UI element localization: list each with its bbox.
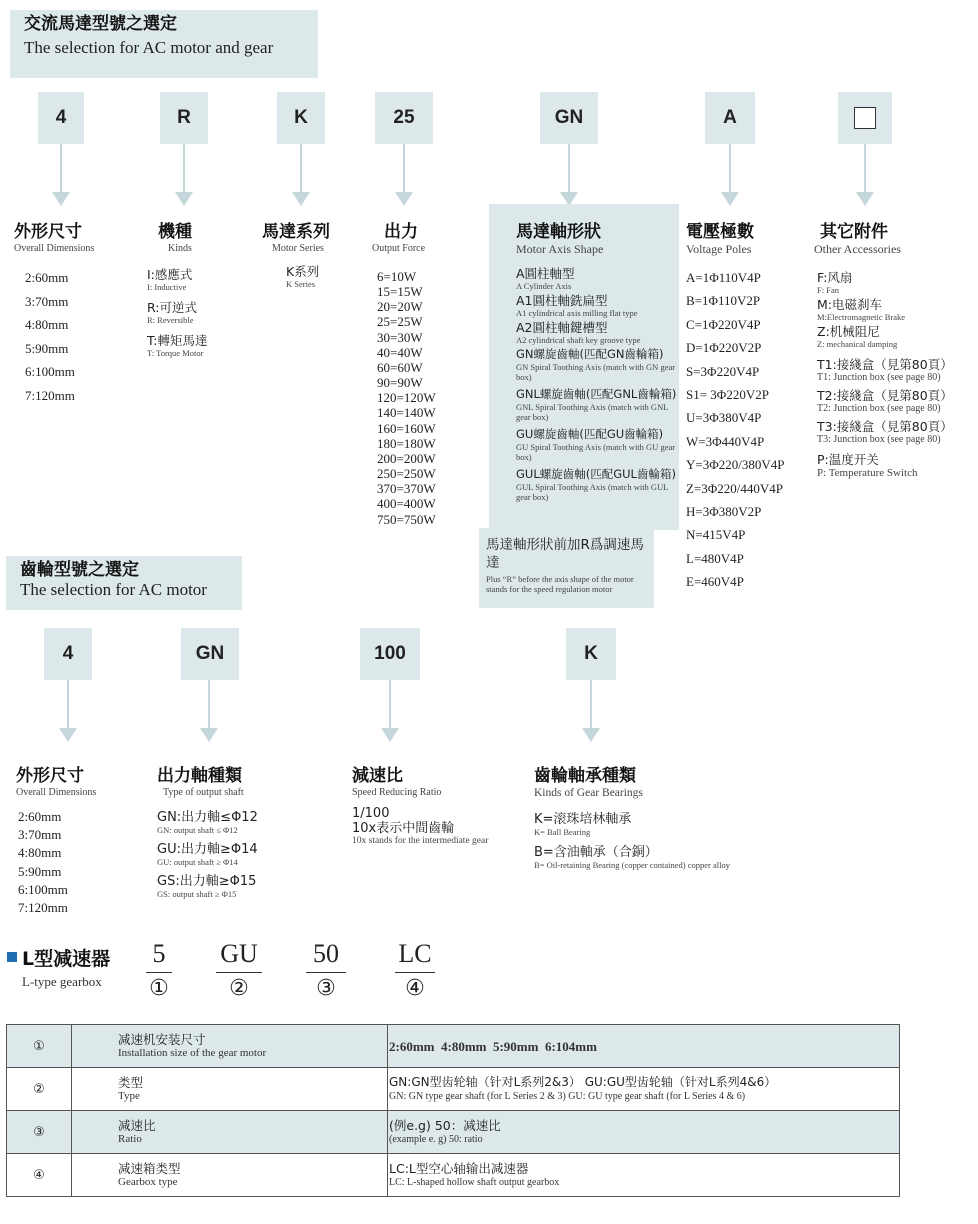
list-item-zh: GU:出力軸≥Φ14 — [157, 842, 258, 857]
row-number: ② — [7, 1068, 72, 1111]
row-value-line: LC:L型空心轴输出减速器 — [389, 1161, 529, 1176]
row-value — [388, 1025, 900, 1068]
list-item: 6:100mm — [18, 881, 68, 897]
code-label: K — [584, 643, 598, 664]
table-row — [7, 1025, 900, 1068]
section-title-zh: 交流馬達型號之選定 — [24, 14, 177, 34]
col-dimensions-header — [14, 222, 94, 256]
l-num-1: ① — [149, 976, 169, 1001]
voltage-list — [686, 266, 784, 594]
l-num-2: ② — [229, 976, 249, 1001]
list-item-en: K= Ball Bearing — [534, 827, 591, 837]
list-item-en: GU Spiral Toothing Axis (match with GU gear box) — [516, 442, 676, 462]
list-item-zh: M:电磁刹车 — [817, 297, 882, 312]
divider — [216, 972, 262, 973]
list-item: 140=140W — [377, 405, 436, 421]
row-number: ④ — [7, 1154, 72, 1197]
l-type-subtitle: L-type gearbox — [22, 974, 102, 989]
axis-list — [516, 266, 678, 502]
row-value-line: GN: GN type gear shaft (for L Series 2 & 3) GU: GU type gear shaft (for L Series 4 & 6) — [389, 1091, 746, 1102]
list-item: 15=15W — [377, 284, 423, 300]
row-value-line: 2:60mm 4:80mm 5:90mm 6:104mm — [389, 1038, 597, 1054]
gear-bearing-header — [534, 766, 643, 800]
code-box-output — [375, 92, 433, 144]
arrow-down-icon — [864, 144, 866, 194]
accessory-list — [817, 270, 975, 480]
row-label-zh: 减速箱类型 — [118, 1161, 181, 1176]
list-item-en: F: Fan — [817, 285, 839, 295]
table-row — [7, 1068, 900, 1111]
list-item: 250=250W — [377, 466, 436, 482]
list-item-zh: F:风扇 — [817, 270, 853, 285]
arrow-down-icon — [568, 144, 570, 194]
list-item-zh: GS:出力軸≥Φ15 — [157, 874, 257, 889]
col-dimensions-title: 外形尺寸 — [14, 222, 82, 242]
row-value-line: GN:GN型齿轮轴（针对L系列2&3） GU:GU型齿轮轴（针对L系列4&6） — [389, 1075, 777, 1089]
divider — [306, 972, 346, 973]
code-box-gear-dimension — [44, 628, 92, 680]
l-num-3: ③ — [316, 976, 336, 1001]
dimensions-list — [25, 266, 75, 407]
code-box-voltage — [705, 92, 755, 144]
gear-ratio-info — [352, 806, 488, 846]
col-kinds-title: 機種 — [158, 222, 192, 242]
section-title-en: The selection for AC motor and gear — [24, 38, 274, 57]
col-accessory-header — [814, 222, 901, 256]
table-row — [7, 1154, 900, 1197]
code-box-series — [277, 92, 325, 144]
list-item: 30=30W — [377, 329, 423, 345]
col-accessory-title: 其它附件 — [820, 222, 888, 242]
list-item-zh: K=滚珠培林軸承 — [534, 812, 632, 827]
axis-note — [486, 536, 651, 594]
l-type-bullet-icon — [7, 952, 17, 962]
arrow-down-icon — [183, 144, 185, 194]
list-item: 7:120mm — [25, 387, 75, 403]
list-item-en: GUL Spiral Toothing Axis (match with GUL gear box) — [516, 482, 669, 502]
divider — [146, 972, 172, 973]
row-label — [72, 1111, 388, 1154]
row-number: ③ — [7, 1111, 72, 1154]
section-title-zh: 齒輪型號之選定 — [20, 560, 139, 580]
gear-bearing-title: 齒輪軸承種類 — [534, 766, 636, 786]
list-item: N=415V4P — [686, 527, 746, 543]
list-item: 4:80mm — [18, 845, 62, 861]
list-item-zh: A2圓柱軸鍵槽型 — [516, 320, 608, 335]
row-label-en: Installation size of the gear motor — [118, 1047, 267, 1059]
l-code-size: 5 — [152, 939, 166, 968]
note-en: Plus “R” before the axis shape of the motor stands for the speed regulation motor — [486, 574, 634, 594]
code-label: K — [294, 107, 308, 128]
arrow-down-icon — [729, 144, 731, 194]
list-item-en: A2 cylindrical shaft key groove type — [516, 335, 641, 345]
list-item: U=3Φ380V4P — [686, 410, 762, 426]
l-code-type: GU — [220, 939, 258, 968]
l-code-box: LC — [398, 939, 432, 968]
list-item-zh: Z:机械阻尼 — [817, 324, 880, 339]
list-item-zh: GN螺旋齒軸(匹配GN齒輪箱) — [516, 347, 664, 361]
list-item-zh: K系列 — [286, 264, 320, 279]
gear-bearing-list — [534, 812, 730, 870]
list-item: S1= 3Φ220V2P — [686, 387, 769, 403]
code-label: R — [177, 107, 191, 128]
code-box-dimension — [38, 92, 84, 144]
list-item-zh: B=含油軸承（合銅） — [534, 845, 658, 860]
list-item: 160=160W — [377, 420, 436, 436]
list-item: 5:90mm — [18, 863, 62, 879]
list-item: 180=180W — [377, 435, 436, 451]
list-item: 3:70mm — [25, 293, 69, 309]
gear-dimensions-header — [16, 766, 96, 800]
row-label-en: Ratio — [118, 1133, 142, 1145]
list-item-en: T: Torque Motor — [147, 348, 204, 358]
list-item: E=460V4P — [686, 574, 744, 590]
row-value — [388, 1068, 900, 1111]
code-box-gear-ratio — [360, 628, 420, 680]
list-item: 25=25W — [377, 314, 423, 330]
col-voltage-subtitle: Voltage Poles — [686, 242, 752, 256]
list-item: 750=750W — [377, 511, 436, 527]
gear-ratio-subtitle: Speed Reducing Ratio — [352, 787, 442, 798]
list-item-zh: P:温度开关 — [817, 452, 879, 467]
list-item-zh: GN:出力軸≤Φ12 — [157, 810, 258, 825]
ratio-line: 10x表示中間齒輪 — [352, 821, 455, 836]
arrow-down-icon — [300, 144, 302, 194]
series-item — [286, 264, 319, 289]
list-item: 200=200W — [377, 450, 436, 466]
list-item-zh: A1圓柱軸銑扁型 — [516, 293, 608, 308]
output-list — [377, 269, 436, 527]
list-item-en: R: Reversible — [147, 315, 194, 325]
list-item-en: T2: Junction box (see page 80) — [817, 403, 941, 414]
list-item-zh: R:可逆式 — [147, 300, 198, 315]
code-box-accessory — [838, 92, 892, 144]
gear-ratio-header — [352, 766, 441, 800]
arrow-down-icon — [590, 680, 592, 730]
code-label: 100 — [374, 643, 406, 664]
row-label-zh: 减速比 — [118, 1118, 156, 1133]
list-item: S=3Φ220V4P — [686, 363, 760, 379]
row-value-line: (example e. g) 50: ratio — [389, 1134, 483, 1145]
row-label-zh: 减速机安装尺寸 — [118, 1032, 206, 1047]
list-item-en: B= Oil-retaining Bearing (copper contained) copper alloy — [534, 860, 730, 870]
list-item: 2:60mm — [25, 270, 69, 285]
list-item-en: T1: Junction box (see page 80) — [817, 372, 941, 383]
ratio-line: 1/100 — [352, 806, 390, 821]
list-item-zh: A圓柱軸型 — [516, 266, 575, 281]
list-item-zh: I:感應式 — [147, 267, 193, 282]
list-item-en: P: Temperature Switch — [817, 467, 918, 479]
l-num-4: ④ — [405, 976, 425, 1001]
list-item-en: K Series — [286, 279, 316, 289]
gear-ratio-title: 減速比 — [352, 766, 403, 786]
gear-shaft-list — [157, 810, 258, 899]
list-item: H=3Φ380V2P — [686, 504, 762, 520]
list-item-zh: T1:接綫盒（見第80頁） — [817, 357, 953, 372]
list-item-en: GS: output shaft ≥ Φ15 — [157, 889, 237, 899]
col-kinds-header — [158, 222, 192, 256]
gear-dimensions-subtitle: Overall Dimensions — [16, 787, 97, 798]
list-item-zh: T:轉矩馬達 — [147, 333, 208, 348]
list-item: W=3Φ440V4P — [686, 433, 765, 449]
list-item: 4:80mm — [25, 317, 69, 332]
list-item: B=1Φ110V2P — [686, 293, 761, 309]
list-item: C=1Φ220V4P — [686, 316, 761, 332]
l-code-ratio: 50 — [313, 939, 339, 968]
code-box-gear-shaft — [181, 628, 239, 680]
list-item: 40=40W — [377, 344, 423, 360]
list-item-en: Z: mechanical damping — [817, 339, 898, 349]
code-box-axis — [540, 92, 598, 144]
list-item: 370=370W — [377, 481, 436, 497]
list-item-en: M:Electromagnetic Brake — [817, 312, 906, 322]
list-item-zh: T2:接綫盒（見第80頁） — [817, 388, 953, 403]
list-item: 2:60mm — [18, 809, 62, 824]
list-item-zh: T3:接綫盒（見第80頁） — [817, 419, 953, 434]
ratio-line: 10x stands for the intermediate gear — [352, 836, 489, 846]
list-item-en: A1 cylindrical axis milling flat type — [516, 308, 638, 318]
col-series-title: 馬達系列 — [262, 222, 330, 242]
list-item: Z=3Φ220/440V4P — [686, 480, 784, 496]
code-label: 4 — [62, 643, 74, 664]
list-item: L=480V4P — [686, 550, 744, 566]
col-axis-title: 馬達軸形狀 — [516, 222, 601, 242]
arrow-down-icon — [67, 680, 69, 730]
code-label: GN — [554, 107, 584, 128]
list-item: 20=20W — [377, 299, 423, 315]
row-label — [72, 1068, 388, 1111]
list-item-en: GU: output shaft ≥ Φ14 — [157, 857, 238, 867]
gear-shaft-subtitle: Type of output shaft — [163, 787, 244, 798]
gear-dimensions-title: 外形尺寸 — [16, 766, 84, 786]
table-row — [7, 1111, 900, 1154]
list-item-en: GN: output shaft ≤ Φ12 — [157, 825, 238, 835]
row-value-line: LC: L-shaped hollow shaft output gearbox — [389, 1177, 560, 1188]
list-item-zh: GU螺旋齒軸(匹配GU齒輪箱) — [516, 427, 664, 441]
col-series-header — [262, 222, 330, 256]
list-item: Y=3Φ220/380V4P — [686, 457, 785, 473]
section-header-gear — [6, 556, 242, 610]
note-zh: 馬達軸形狀前加R爲調速馬達 — [486, 537, 644, 571]
code-box-gear-bearing — [566, 628, 616, 680]
row-number: ① — [7, 1025, 72, 1068]
list-item-en: T3: Junction box (see page 80) — [817, 434, 941, 445]
list-item: 6=10W — [377, 269, 417, 284]
row-value-line: (例e.g) 50：减速比 — [389, 1118, 501, 1133]
arrow-down-icon — [403, 144, 405, 194]
code-label: 4 — [55, 107, 67, 128]
gear-shaft-header — [157, 766, 244, 800]
row-label — [72, 1025, 388, 1068]
gear-dimensions-list — [18, 808, 68, 917]
divider — [395, 972, 435, 973]
list-item-zh: GNL螺旋齒軸(匹配GNL齒輪箱) — [516, 387, 677, 401]
list-item-en: GNL Spiral Toothing Axis (match with GNL gear box) — [516, 402, 669, 422]
list-item-en: I: Inductive — [147, 282, 187, 292]
list-item: 6:100mm — [25, 364, 75, 379]
gear-shaft-title: 出力軸種類 — [157, 766, 242, 786]
code-label: 25 — [393, 107, 415, 128]
row-label — [72, 1154, 388, 1197]
arrow-down-icon — [60, 144, 62, 194]
gear-bearing-subtitle: Kinds of Gear Bearings — [534, 787, 643, 799]
row-label-zh: 类型 — [118, 1075, 144, 1090]
col-voltage-header — [686, 222, 754, 256]
list-item: 400=400W — [377, 496, 436, 512]
code-label: GN — [195, 643, 225, 664]
col-kinds-subtitle: Kinds — [168, 243, 192, 254]
list-item-zh: GUL螺旋齒軸(匹配GUL齒輪箱) — [516, 467, 676, 481]
row-label-en: Gearbox type — [118, 1176, 178, 1188]
list-item: 90=90W — [377, 375, 423, 391]
col-accessory-subtitle: Other Accessories — [814, 242, 901, 256]
col-output-header — [372, 222, 425, 256]
list-item: D=1Φ220V2P — [686, 340, 762, 356]
row-label-en: Type — [118, 1090, 140, 1102]
section-title-en: The selection for AC motor — [20, 580, 207, 599]
list-item: 7:120mm — [18, 900, 68, 916]
col-output-subtitle: Output Force — [372, 243, 426, 254]
empty-square-icon — [854, 107, 876, 129]
list-item: 5:90mm — [25, 340, 69, 356]
col-series-subtitle: Motor Series — [272, 243, 324, 254]
row-value — [388, 1154, 900, 1197]
list-item: 3:70mm — [18, 827, 62, 843]
list-item: 60=60W — [377, 359, 423, 375]
l-type-spec-table — [6, 1024, 900, 1197]
section-header-motor — [10, 10, 318, 78]
code-label: A — [723, 107, 737, 128]
row-value — [388, 1111, 900, 1154]
arrow-down-icon — [389, 680, 391, 730]
code-box-kind — [160, 92, 208, 144]
col-axis-header — [516, 222, 603, 256]
list-item-en: GN Spiral Toothing Axis (match with GN gear box) — [516, 362, 676, 382]
kinds-list — [147, 267, 207, 358]
col-output-title: 出力 — [384, 222, 418, 242]
col-dimensions-subtitle: Overall Dimensions — [14, 243, 95, 254]
l-type-title: L型减速器 — [22, 948, 111, 970]
list-item: 120=120W — [377, 390, 436, 406]
list-item: A=1Φ110V4P — [686, 270, 761, 285]
list-item-en: A Cylinder Axis — [516, 281, 572, 291]
col-axis-subtitle: Motor Axis Shape — [516, 242, 604, 256]
col-voltage-title: 電壓極數 — [686, 222, 754, 242]
arrow-down-icon — [208, 680, 210, 730]
